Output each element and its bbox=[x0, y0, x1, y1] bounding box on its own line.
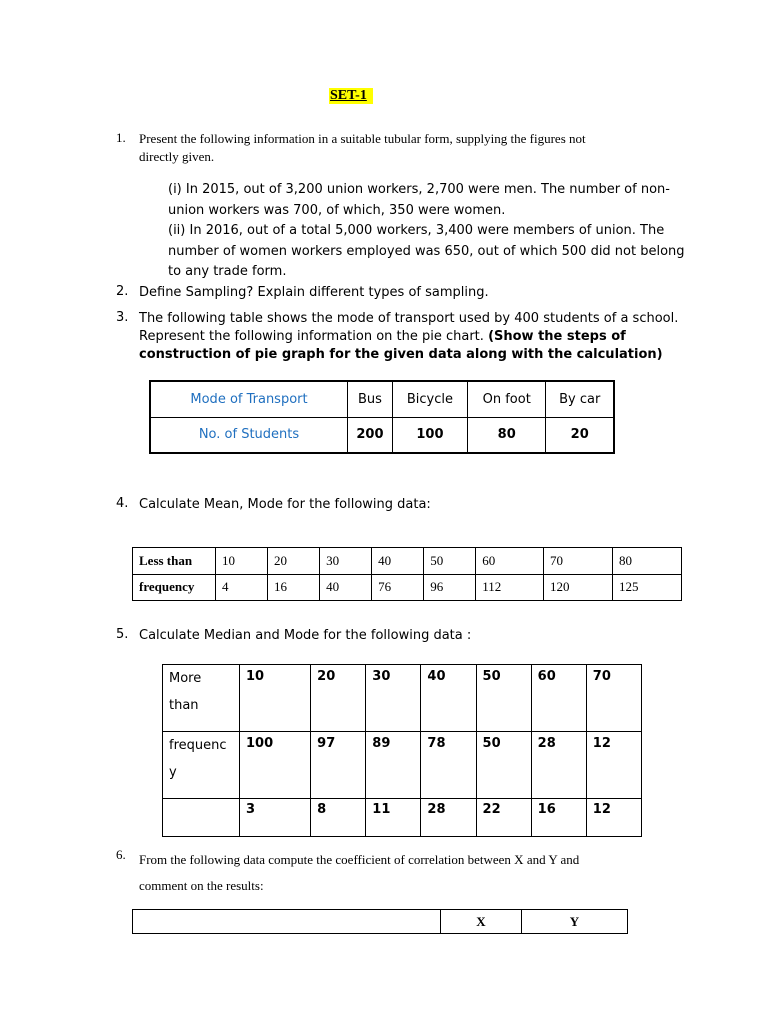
q5-text: Calculate Median and Mode for the following data : bbox=[139, 628, 472, 643]
table-cell-empty bbox=[163, 799, 240, 837]
q6-number: 6. bbox=[116, 847, 126, 862]
table-cell: 12 bbox=[586, 799, 641, 837]
table-header-cell: No. of Students bbox=[150, 417, 348, 453]
table-cell: 28 bbox=[531, 732, 586, 799]
page-title: SET-1 bbox=[329, 88, 373, 104]
table-cell: 10 bbox=[240, 665, 311, 732]
table-row bbox=[133, 548, 682, 575]
table-header-cell: X bbox=[441, 910, 522, 934]
table-cell: 70 bbox=[586, 665, 641, 732]
table-cell: 50 bbox=[476, 665, 531, 732]
table-cell: 20 bbox=[311, 665, 366, 732]
table-cell: 28 bbox=[421, 799, 476, 837]
q1-parts bbox=[168, 180, 688, 283]
table-cell: 60 bbox=[476, 548, 544, 575]
q3-line: construction of pie graph for the given data along with the calculation) bbox=[139, 347, 663, 362]
q1-part-i-line: union workers was 700, of which, 350 were women. bbox=[168, 202, 506, 218]
q3-line: The following table shows the mode of transport used by 400 students of a school. bbox=[139, 311, 679, 326]
table-cell: 80 bbox=[468, 417, 546, 453]
q3-number: 3. bbox=[116, 310, 129, 325]
table-row bbox=[163, 665, 642, 732]
correlation-table bbox=[132, 909, 628, 934]
q2-number: 2. bbox=[116, 284, 129, 299]
table-cell-empty bbox=[133, 910, 441, 934]
table-cell: 125 bbox=[612, 574, 681, 601]
table-header-cell: More than bbox=[163, 665, 240, 732]
table-cell: 89 bbox=[366, 732, 421, 799]
table-row bbox=[163, 732, 642, 799]
table-header-cell: Mode of Transport bbox=[150, 381, 348, 417]
table-row bbox=[133, 910, 628, 934]
table-cell: Bus bbox=[348, 381, 393, 417]
less-than-table bbox=[132, 547, 682, 601]
q2-text: Define Sampling? Explain different types of sampling. bbox=[139, 285, 489, 300]
q3-bold-part: (Show the steps of bbox=[488, 329, 626, 344]
table-row bbox=[133, 574, 682, 601]
table-cell: 120 bbox=[543, 574, 612, 601]
more-than-table bbox=[162, 664, 642, 837]
table-cell: 4 bbox=[216, 574, 268, 601]
q6-text bbox=[139, 847, 699, 899]
table-cell: 16 bbox=[268, 574, 320, 601]
table-cell: 30 bbox=[366, 665, 421, 732]
table-row bbox=[163, 799, 642, 837]
q4-number: 4. bbox=[116, 496, 129, 511]
table-cell: 76 bbox=[372, 574, 424, 601]
table-header-cell: frequency bbox=[133, 574, 216, 601]
transport-table bbox=[149, 380, 615, 454]
q4-text: Calculate Mean, Mode for the following data: bbox=[139, 497, 431, 512]
table-cell: 16 bbox=[531, 799, 586, 837]
q3-line bbox=[139, 328, 699, 346]
table-header-cell: Less than bbox=[133, 548, 216, 575]
table-cell: 112 bbox=[476, 574, 544, 601]
q1-line: directly given. bbox=[139, 149, 215, 164]
table-cell: 200 bbox=[348, 417, 393, 453]
q1-part-ii-line: to any trade form. bbox=[168, 264, 287, 279]
table-row bbox=[150, 417, 614, 453]
table-cell: 50 bbox=[424, 548, 476, 575]
table-cell: 10 bbox=[216, 548, 268, 575]
table-cell: 3 bbox=[240, 799, 311, 837]
table-header-cell: Y bbox=[522, 910, 628, 934]
table-cell: By car bbox=[546, 381, 614, 417]
q3-text bbox=[139, 310, 699, 364]
table-header-cell: frequency bbox=[163, 732, 240, 799]
table-cell: 11 bbox=[366, 799, 421, 837]
table-cell: 30 bbox=[320, 548, 372, 575]
table-cell: 22 bbox=[476, 799, 531, 837]
table-cell: 97 bbox=[311, 732, 366, 799]
q1-line: Present the following information in a suitable tubular form, supplying the figures not bbox=[139, 131, 586, 146]
table-cell: 40 bbox=[421, 665, 476, 732]
q6-line: From the following data compute the coefficient of correlation between X and Y and bbox=[139, 852, 580, 867]
table-cell: 40 bbox=[320, 574, 372, 601]
table-row bbox=[150, 381, 614, 417]
q6-line: comment on the results: bbox=[139, 878, 264, 893]
table-cell: 100 bbox=[392, 417, 467, 453]
table-cell: 80 bbox=[612, 548, 681, 575]
table-cell: On foot bbox=[468, 381, 546, 417]
table-cell: 20 bbox=[546, 417, 614, 453]
table-cell: 96 bbox=[424, 574, 476, 601]
table-cell: 20 bbox=[268, 548, 320, 575]
q1-part-i-line: (i) In 2015, out of 3,200 union workers, 2,700 were men. The number of non- bbox=[168, 182, 670, 197]
q1-text bbox=[139, 130, 699, 166]
table-cell: 12 bbox=[586, 732, 641, 799]
q1-part-ii-line: (ii) In 2016, out of a total 5,000 workers, 3,400 were members of union. The bbox=[168, 223, 665, 238]
table-cell: 78 bbox=[421, 732, 476, 799]
q1-number: 1. bbox=[116, 130, 126, 145]
table-cell: 70 bbox=[543, 548, 612, 575]
q5-number: 5. bbox=[116, 627, 129, 642]
table-cell: 40 bbox=[372, 548, 424, 575]
table-cell: Bicycle bbox=[392, 381, 467, 417]
table-cell: 100 bbox=[240, 732, 311, 799]
table-cell: 60 bbox=[531, 665, 586, 732]
q3-line-part: Represent the following information on the pie chart. bbox=[139, 329, 484, 344]
table-cell: 50 bbox=[476, 732, 531, 799]
table-cell: 8 bbox=[311, 799, 366, 837]
q1-part-ii-line: number of women workers employed was 650, out of which 500 did not belong bbox=[168, 243, 685, 259]
